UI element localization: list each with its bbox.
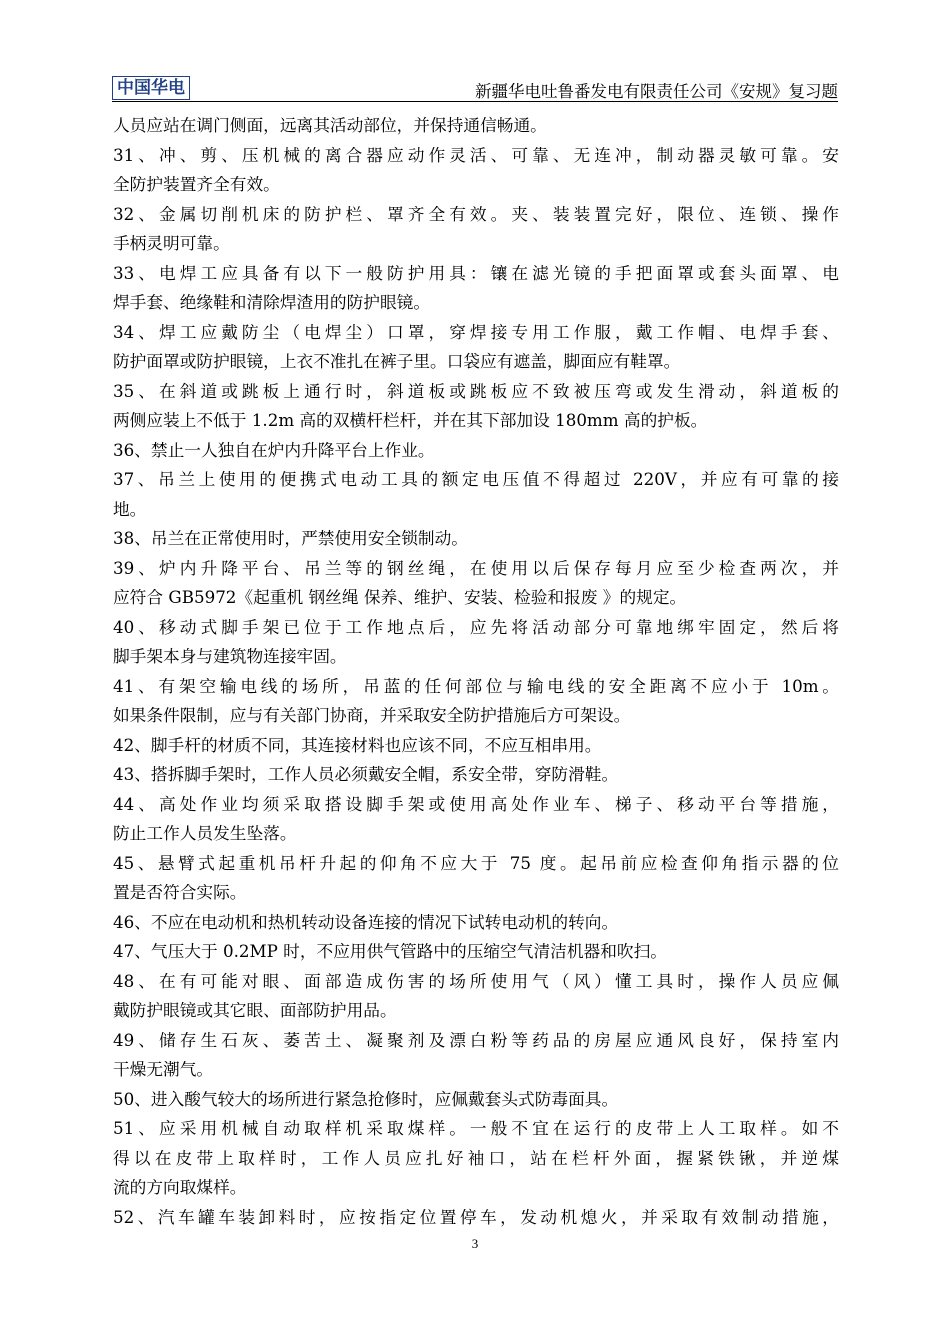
text-line: 得以在皮带上取样时，工作人员应扎好袖口，站在栏杆外面，握紧铁锹，并逆煤 [113, 1147, 839, 1168]
header-title: 新疆华电吐鲁番发电有限责任公司《安规》复习题 [475, 82, 838, 101]
text-line: 51、应采用机械自动取样机采取煤样。一般不宜在运行的皮带上人工取样。如不 [113, 1118, 839, 1138]
text-line: 47、气压大于 0.2MP 时，不应用供气管路中的压缩空气清洁机器和吹扫。 [113, 941, 667, 961]
text-line: 41、有架空输电线的场所，吊蓝的任何部位与输电线的安全距离不应小于 10m。 [113, 675, 839, 696]
text-line: 戴防护眼镜或其它眼、面部防护用品。 [113, 1000, 397, 1020]
document-body [113, 111, 839, 1232]
text-line: 52、汽车罐车装卸料时，应按指定位置停车，发动机熄火，并采取有效制动措施， [113, 1206, 839, 1227]
text-line: 如果条件限制，应与有关部门协商，并采取安全防护措施后方可架设。 [113, 705, 631, 725]
text-line: 35、在斜道或跳板上通行时，斜道板或跳板应不致被压弯或发生滑动，斜道板的 [113, 380, 839, 401]
text-line: 36、禁止一人独自在炉内升降平台上作业。 [113, 439, 435, 460]
text-line: 两侧应装上不低于 1.2m 高的双横杆栏杆，并在其下部加设 180mm 高的护板。 [113, 410, 708, 430]
text-line: 焊手套、绝缘鞋和清除焊渣用的防护眼镜。 [113, 292, 431, 312]
text-line: 脚手架本身与建筑物连接牢固。 [113, 646, 347, 666]
text-line: 人员应站在调门侧面，远离其活动部位，并保持通信畅通。 [113, 115, 547, 135]
text-line: 应符合 GB5972《起重机 钢丝绳 保养、维护、安装、检验和报废 》的规定。 [113, 587, 687, 607]
text-line: 46、不应在电动机和热机转动设备连接的情况下试转电动机的转向。 [113, 911, 619, 932]
text-line: 42、脚手杆的材质不同，其连接材料也应该不同，不应互相串用。 [113, 734, 602, 755]
header-divider [112, 101, 838, 102]
text-line: 防护面罩或防护眼镜，上衣不准扎在裤子里。口袋应有遮盖，脚面应有鞋罩。 [113, 351, 681, 371]
text-line: 干燥无潮气。 [113, 1059, 214, 1079]
text-line: 流的方向取煤样。 [113, 1177, 247, 1197]
text-line: 地。 [113, 498, 147, 519]
text-line: 44、高处作业均须采取搭设脚手架或使用高处作业车、梯子、移动平台等措施， [113, 793, 839, 814]
text-line: 34、焊工应戴防尘（电焊尘）口罩，穿焊接专用工作服，戴工作帽、电焊手套、 [113, 321, 839, 342]
text-line: 40、移动式脚手架已位于工作地点后，应先将活动部分可靠地绑牢固定，然后将 [113, 616, 839, 637]
text-line: 50、进入酸气较大的场所进行紧急抢修时，应佩戴套头式防毒面具。 [113, 1088, 619, 1109]
page-header [112, 76, 838, 102]
text-line: 48、在有可能对眼、面部造成伤害的场所使用气（风）懂工具时，操作人员应佩 [113, 970, 839, 991]
text-line: 32、金属切削机床的防护栏、罩齐全有效。夹、装装置完好，限位、连锁、操作 [113, 203, 839, 224]
text-line: 手柄灵明可靠。 [113, 233, 230, 253]
text-line: 全防护装置齐全有效。 [113, 174, 280, 194]
text-line: 31、冲、剪、压机械的离合器应动作灵活、可靠、无连冲，制动器灵敏可靠。安 [113, 144, 839, 165]
text-line: 45、悬臂式起重机吊杆升起的仰角不应大于 75 度。起吊前应检查仰角指示器的位 [113, 852, 839, 873]
text-line: 防止工作人员发生坠落。 [113, 823, 297, 843]
text-line: 39、炉内升降平台、吊兰等的钢丝绳，在使用以后保存每月应至少检查两次，并 [113, 557, 839, 578]
text-line: 43、搭拆脚手架时，工作人员必须戴安全帽，系安全带，穿防滑鞋。 [113, 764, 619, 784]
text-line: 33、电焊工应具备有以下一般防护用具：镶在滤光镜的手把面罩或套头面罩、电 [113, 262, 839, 283]
text-line: 38、吊兰在正常使用时，严禁使用安全锁制动。 [113, 528, 468, 548]
text-line: 置是否符合实际。 [113, 882, 247, 902]
page-number: 3 [471, 1236, 479, 1251]
text-line: 49、储存生石灰、萎苦土、凝聚剂及漂白粉等药品的房屋应通风良好，保持室内 [113, 1029, 839, 1050]
company-logo: 中国华电 [112, 76, 190, 100]
text-line: 37、吊兰上使用的便携式电动工具的额定电压值不得超过 220V，并应有可靠的接 [113, 469, 839, 489]
